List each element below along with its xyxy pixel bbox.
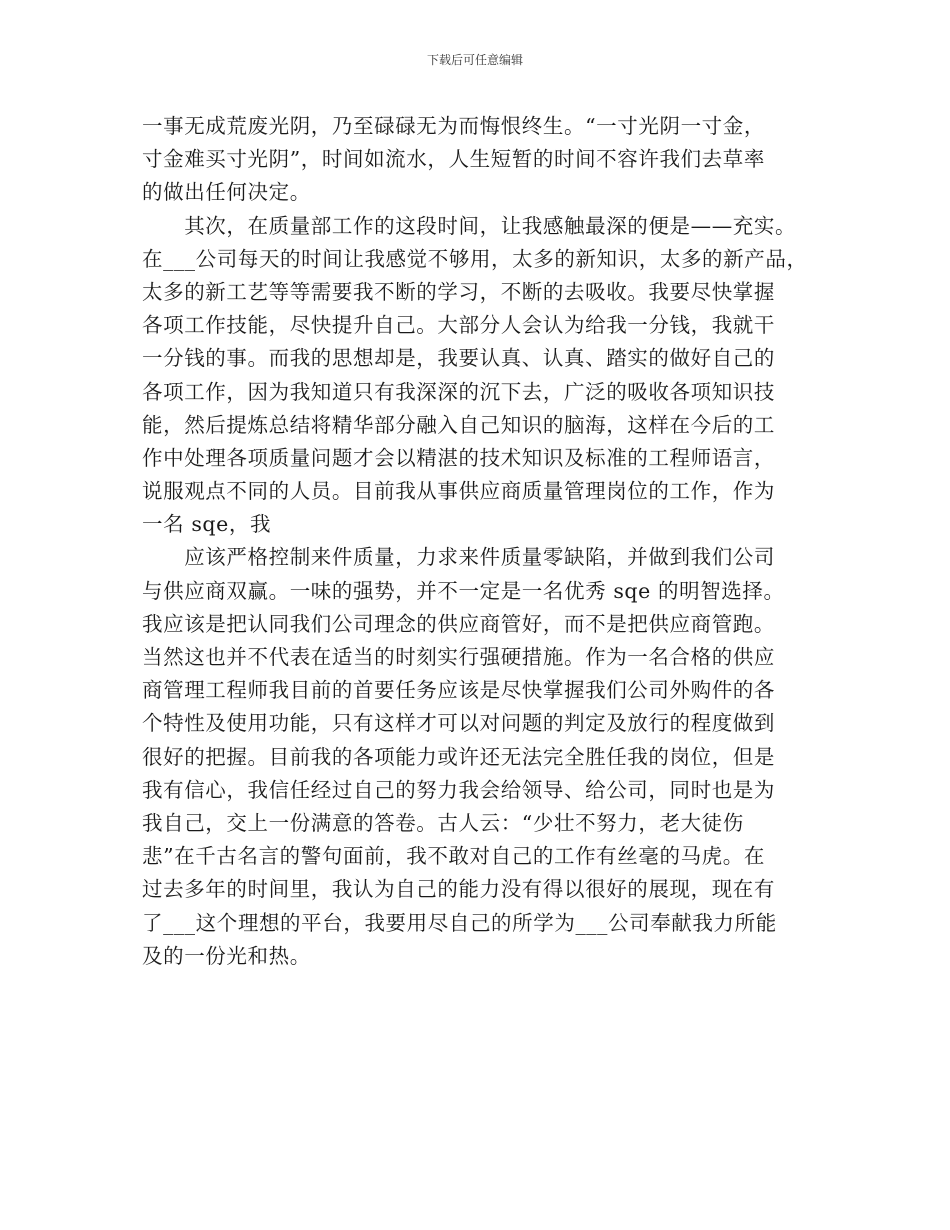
text-line: 在___公司每天的时间让我感觉不够用，太多的新知识，太多的新产品， (142, 246, 808, 271)
text-line: 我应该是把认同我们公司理念的供应商管好，而不是把供应商管跑。 (142, 611, 775, 636)
text-line: 各项工作技能，尽快提升自己。大部分人会认为给我一分钱，我就干 (142, 313, 775, 338)
text-line: 及的一份光和热。 (142, 943, 311, 968)
text-line: 其次，在质量部工作的这段时间，让我感触最深的便是——充实。 (142, 213, 797, 238)
text-line: 各项工作，因为我知道只有我深深的沉下去，广泛的吸收各项知识技 (142, 379, 775, 404)
page-header: 下载后可任意编辑 (426, 53, 523, 67)
text-line: 一名 sqe，我 (142, 512, 272, 537)
text-line: 应该严格控制来件质量，力求来件质量零缺陷，并做到我们公司 (142, 545, 775, 570)
text-line: 悲”在千古名言的警句面前，我不敢对自己的工作有丝毫的马虎。在 (142, 844, 765, 869)
text-line: 说服观点不同的人员。目前我从事供应商质量管理岗位的工作，作为 (142, 479, 775, 504)
text-line: 寸金难买寸光阴”，时间如流水，人生短暂的时间不容许我们去草率 (142, 147, 765, 172)
text-line: 能，然后提炼总结将精华部分融入自己知识的脑海，这样在今后的工 (142, 412, 775, 437)
text-line: 的做出任何决定。 (142, 180, 311, 205)
text-line: 与供应商双赢。一味的强势，并不一定是一名优秀 sqe 的明智选择。 (142, 578, 785, 603)
document-body (142, 110, 842, 973)
text-line: 作中处理各项质量问题才会以精湛的技术知识及标准的工程师语言， (142, 445, 775, 470)
text-line: 了___这个理想的平台，我要用尽自己的所学为___公司奉献我力所能 (142, 910, 777, 935)
text-line: 个特性及使用功能，只有这样才可以对问题的判定及放行的程度做到 (142, 711, 775, 736)
text-line: 我有信心，我信任经过自己的努力我会给领导、给公司，同时也是为 (142, 777, 775, 802)
text-line: 一事无成荒废光阴，乃至碌碌无为而悔恨终生。“一寸光阴一寸金， (142, 114, 765, 138)
text-line: 太多的新工艺等等需要我不断的学习，不断的去吸收。我要尽快掌握 (142, 279, 775, 304)
text-line: 过去多年的时间里，我认为自己的能力没有得以很好的展现，现在有 (142, 877, 775, 902)
text-line: 我自己，交上一份满意的答卷。古人云：“少壮不努力，老大徒伤 (142, 810, 744, 835)
text-line: 一分钱的事。而我的思想却是，我要认真、认真、踏实的做好自己的 (142, 346, 775, 371)
text-line: 当然这也并不代表在适当的时刻实行强硬措施。作为一名合格的供应 (142, 645, 775, 669)
text-line: 很好的把握。目前我的各项能力或许还无法完全胜任我的岗位，但是 (142, 744, 775, 769)
text-line: 商管理工程师我目前的首要任务应该是尽快掌握我们公司外购件的各 (142, 678, 775, 703)
